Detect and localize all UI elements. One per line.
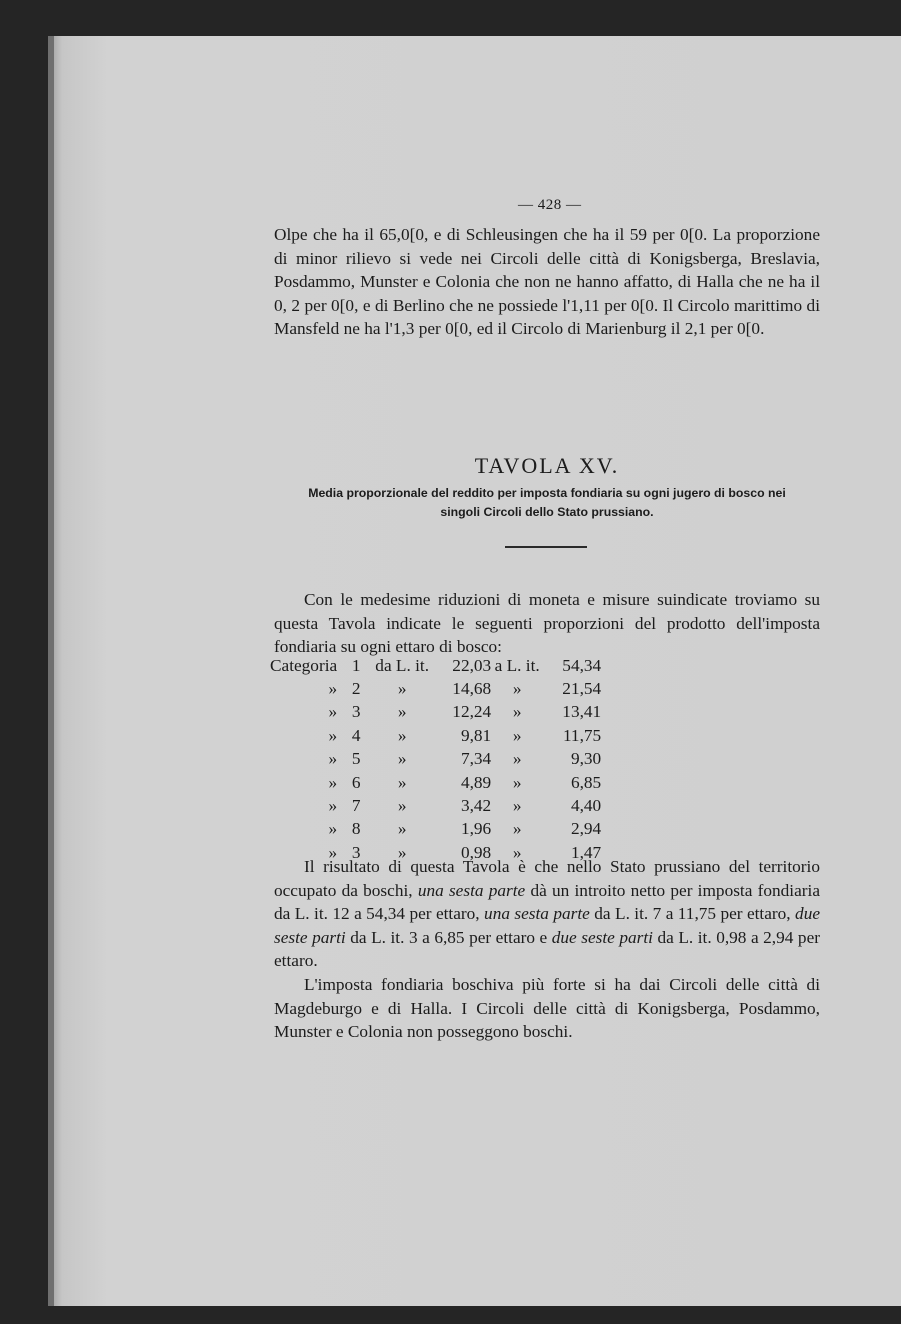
to-currency: » [512, 772, 522, 792]
category-label: » [328, 702, 338, 722]
to-value: 1,47 [570, 842, 602, 862]
category-label: » [328, 772, 338, 792]
category-number: 5 [351, 749, 361, 769]
from-currency: » [397, 725, 407, 745]
p3-italic-b: una sesta parte [417, 880, 526, 900]
from-currency: » [397, 796, 407, 816]
p3-text-e: da L. it. 7 a 11,75 per ettaro, [589, 904, 796, 923]
from-value: 9,81 [460, 725, 492, 745]
to-currency: a L. it. [494, 655, 540, 675]
to-value: 11,75 [562, 725, 602, 745]
paragraph-1: Olpe che ha il 65,0[0, e di Schleusingen che ha il 59 per 0[0. La proporzione di minor rilievo si vede nei Circoli delle città di Konigsberga, Breslavia, Posdammo, Munster e Colonia che non ne hanno affatto, di Halla che ne ha il 0, 2 per 0[0, e di Berlino che ne possiede l'1,11 per 0[0. Il Circolo marittimo di Mansfeld ne ha l'1,3 per 0[0, ed il Circolo di Marienburg il 2,1 per 0[0. [274, 225, 820, 338]
to-currency: » [512, 702, 522, 722]
paragraph-3 [274, 855, 820, 973]
table-row [270, 677, 601, 700]
from-currency: da L. it. [375, 655, 430, 675]
category-number: 6 [351, 772, 361, 792]
from-currency: » [397, 679, 407, 699]
p3-italic-f: due seste parti [274, 904, 820, 947]
category-label: » [328, 725, 338, 745]
table-row [270, 724, 601, 747]
to-value: 6,85 [570, 772, 602, 792]
to-value: 9,30 [570, 749, 602, 769]
to-value: 13,41 [562, 702, 602, 722]
paragraph-2: Con le medesime riduzioni di moneta e misure suindicate troviamo su questa Tavola indicate le seguenti proporzioni del prodotto dell'imposta fondiaria su ogni ettaro di bosco: [274, 590, 820, 656]
from-currency: » [397, 772, 407, 792]
category-number: 3 [351, 842, 361, 862]
to-currency: » [512, 842, 522, 862]
category-label: » [328, 842, 338, 862]
p3-text-g: da L. it. 3 a 6,85 per ettaro e [345, 927, 552, 947]
to-currency: » [512, 819, 522, 839]
from-value: 7,34 [460, 749, 492, 769]
table-row [270, 771, 601, 794]
from-currency: » [397, 702, 407, 722]
table-row [270, 794, 601, 817]
p3-text-a: Il risultato di questa Tavola è che nello Stato prussiano del territorio occupato da boschi, [274, 857, 820, 900]
to-value: 54,34 [562, 655, 602, 675]
table-row [270, 818, 601, 841]
p3-text-c: dà un introito netto per imposta fondiaria da L. it. 12 a 54,34 per ettaro, [274, 880, 821, 923]
to-value: 2,94 [570, 819, 602, 839]
from-value: 14,68 [452, 679, 492, 699]
to-currency: » [512, 749, 522, 769]
table-subtitle: Media proporzionale del reddito per imposta fondiaria su ogni jugero di bosco nei singoli Circoli dello Stato prussiano. [308, 486, 786, 519]
from-value: 1,96 [460, 819, 492, 839]
to-value: 21,54 [562, 679, 602, 699]
page-number: — 428 — [518, 197, 582, 213]
category-number: 2 [351, 679, 361, 699]
from-currency: » [397, 842, 407, 862]
from-currency: » [397, 749, 407, 769]
p3-text-i: da L. it. 0,98 a 2,94 per ettaro. [274, 927, 820, 970]
category-number: 8 [351, 819, 361, 839]
category-number: 4 [351, 725, 361, 745]
paragraph-4: L'imposta fondiaria boschiva più forte si ha dai Circoli delle città di Magdeburgo e di Halla. I Circoli delle città di Konigsberga, Posdammo, Munster e Colonia non posseggono boschi. [274, 975, 820, 1041]
p3-italic-d: una sesta parte [484, 904, 590, 923]
from-currency: » [397, 819, 407, 839]
category-number: 1 [351, 655, 361, 675]
from-value: 0,98 [460, 842, 492, 862]
category-label: » [328, 819, 338, 839]
table-row [270, 701, 601, 724]
category-table [270, 654, 601, 865]
to-currency: » [512, 725, 522, 745]
category-number: 7 [351, 796, 361, 816]
from-value: 12,24 [452, 702, 492, 722]
category-label: » [328, 749, 338, 769]
to-currency: » [512, 796, 522, 816]
category-label: » [328, 679, 338, 699]
category-number: 3 [351, 702, 361, 722]
category-label: » [328, 796, 338, 816]
p3-italic-h: due seste parti [551, 927, 653, 947]
category-label: Categoria [270, 655, 338, 675]
table-row [270, 748, 601, 771]
table-row [270, 654, 601, 677]
page-binding-edge [48, 36, 54, 1306]
table-title: TAVOLA XV. [474, 453, 620, 478]
from-value: 3,42 [460, 796, 492, 816]
to-value: 4,40 [570, 796, 602, 816]
to-currency: » [512, 679, 522, 699]
from-value: 4,89 [460, 772, 492, 792]
title-rule [505, 546, 587, 548]
from-value: 22,03 [452, 655, 492, 675]
